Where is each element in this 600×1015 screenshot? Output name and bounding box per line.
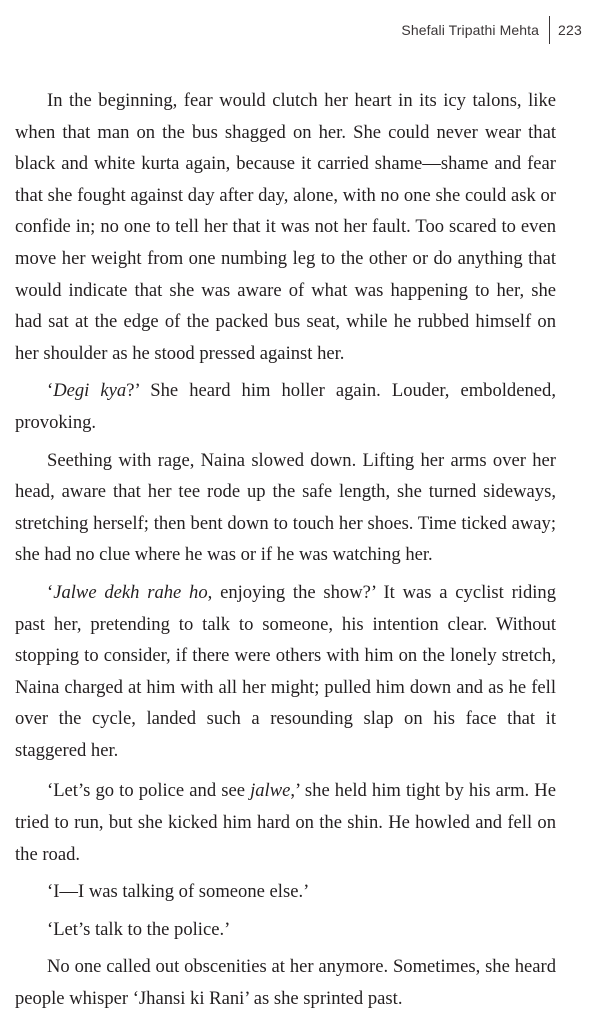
paragraph: ‘Let’s talk to the police.’ <box>47 918 231 940</box>
paragraph: In the beginning, fear would clutch her heart in its icy talons, like when that man on the bus shagged on her. She could never wear that black and white kurta again, because it carried shame—shame and fear that she fought against day after day, alone, with no one she could ask or confide in; no one to tell her that it was not her fault. Too scared to even move her weight from one numbing leg to the other or do anything that would indicate that she was aware of what was happening to her, she had sat at the edge of the packed bus seat, while he rubbed himself on her shoulder as he stood pressed against her. <box>15 90 556 364</box>
paragraph: ‘Degi kya?’ She heard him holler again. Louder, emboldened, provoking. <box>15 380 556 433</box>
paragraph: ‘I—I was talking of someone else.’ <box>47 881 310 903</box>
running-head <box>401 16 582 44</box>
page-number: 223 <box>558 22 582 38</box>
paragraph: ‘Let’s go to police and see jalwe,’ she held him tight by his arm. He tried to run, but she kicked him hard on the shin. He howled and fell on the road. <box>15 780 556 865</box>
paragraph: ‘Jalwe dekh rahe ho, enjoying the show?’ It was a cyclist riding past her, pretending to talk to someone, his intention clear. Without stopping to consider, if there were others with him on the lonely stretch, Naina charged at him with all her might; pulled him down and as he fell over the cycle, landed such a resounding slap on his face that it staggered her. <box>15 581 557 761</box>
running-head-divider <box>549 16 550 44</box>
paragraph: Seething with rage, Naina slowed down. Lifting her arms over her head, aware that her tee rode up the safe length, she turned sideways, stretching herself; then bent down to touch her shoes. Time ticked away; she had no clue where he was or if he was watching her. <box>15 449 556 566</box>
body-text <box>15 85 556 1015</box>
running-head-author: Shefali Tripathi Mehta <box>401 22 540 38</box>
paragraph: No one called out obscenities at her anymore. Sometimes, she heard people whisper ‘Jhansi ki Rani’ as she sprinted past. <box>15 956 556 1010</box>
